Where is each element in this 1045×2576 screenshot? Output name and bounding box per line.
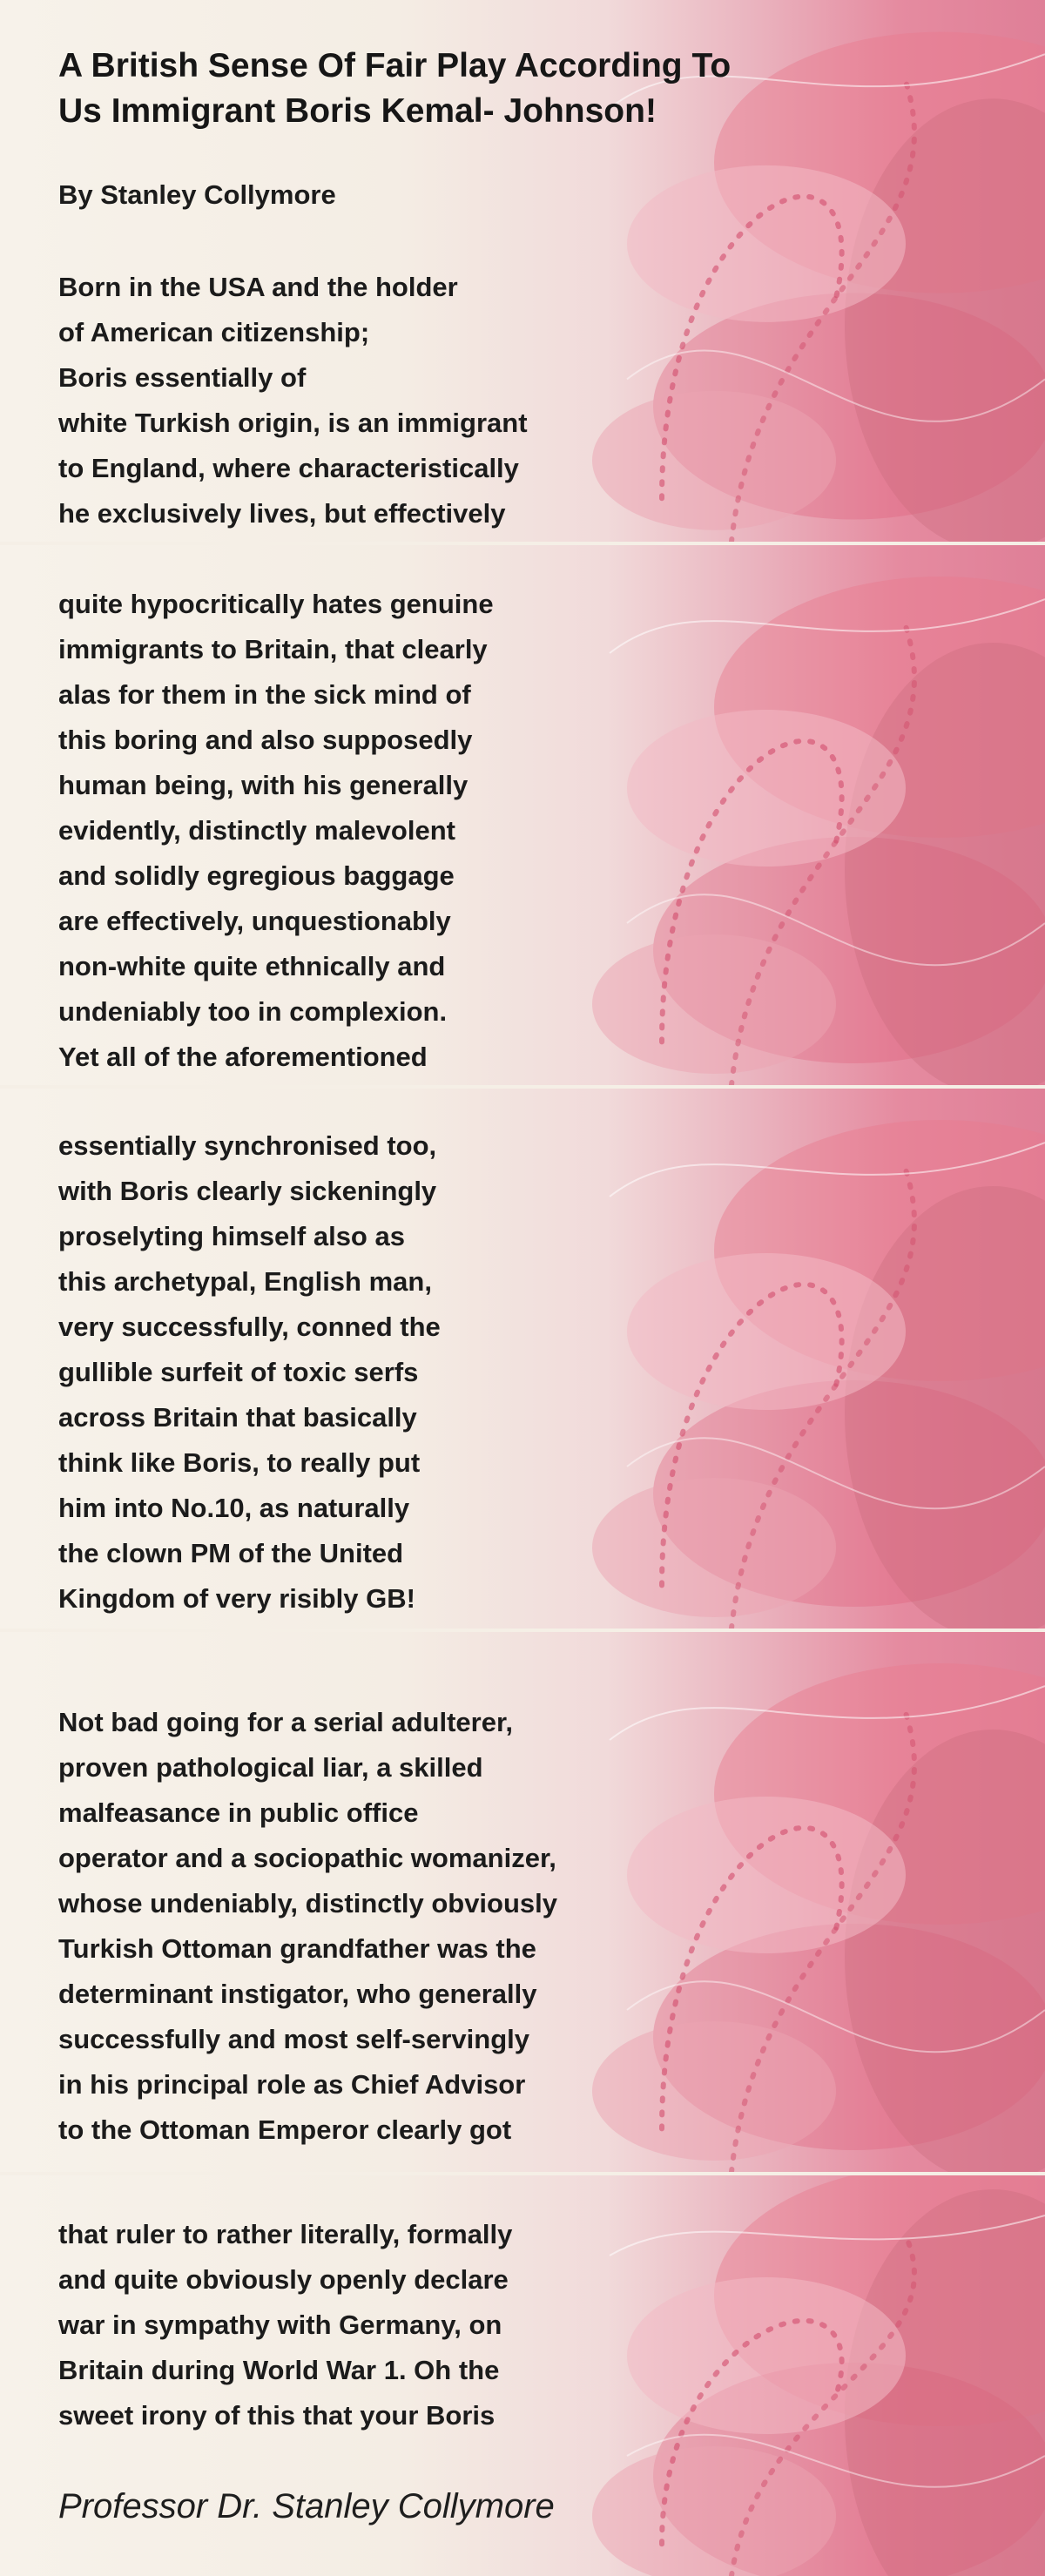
poem-line: Britain during World War 1. Oh the [58, 2355, 500, 2385]
poem-line: proselyting himself also as [58, 1221, 405, 1251]
stanza [58, 1700, 557, 2153]
title-line: Us Immigrant Boris Kemal- Johnson! [58, 92, 657, 130]
poem-line: Kingdom of very risibly GB! [58, 1583, 415, 1614]
poem-line: the clown PM of the United [58, 1538, 404, 1568]
stanza [58, 265, 528, 536]
poem-line: this boring and also supposedly [58, 725, 473, 755]
poem-line: of American citizenship; [58, 317, 370, 347]
poem-line: gullible surfeit of toxic serfs [58, 1357, 419, 1387]
poem-line: Not bad going for a serial adulterer, [58, 1707, 513, 1737]
poem-line: Yet all of the aforementioned [58, 1042, 428, 1072]
poem-line: white Turkish origin, is an immigrant [58, 408, 528, 438]
poem-line: and solidly egregious baggage [58, 860, 455, 891]
poem-line: evidently, distinctly malevolent [58, 815, 455, 846]
author-byline: By Stanley Collymore [58, 179, 336, 210]
poem-line: immigrants to Britain, that clearly [58, 634, 488, 664]
poem-line: he exclusively lives, but effectively [58, 498, 506, 529]
poem-line: that ruler to rather literally, formally [58, 2219, 513, 2249]
title-line: A British Sense Of Fair Play According To [58, 47, 732, 84]
poem-line: across Britain that basically [58, 1402, 417, 1433]
poem-line: human being, with his generally [58, 770, 469, 800]
poem-line: successfully and most self-servingly [58, 2024, 529, 2054]
poem-line: determinant instigator, who generally [58, 1979, 537, 2009]
poem-line: are effectively, unquestionably [58, 906, 451, 936]
poem-line: to the Ottoman Emperor clearly got [58, 2114, 512, 2145]
poem-line: sweet irony of this that your Boris [58, 2400, 496, 2431]
poem-line: to England, where characteristically [58, 453, 519, 483]
poem-line: malfeasance in public office [58, 1797, 419, 1828]
poem-line: very successfully, conned the [58, 1312, 441, 1342]
poem-line: him into No.10, as naturally [58, 1493, 410, 1523]
author-signature: Professor Dr. Stanley Collymore [58, 2487, 555, 2525]
poem-line: essentially synchronised too, [58, 1130, 437, 1161]
poem-line: Boris essentially of [58, 362, 307, 393]
poem-line: this archetypal, English man, [58, 1266, 432, 1297]
poem-line: whose undeniably, distinctly obviously [58, 1888, 558, 1919]
stanza [58, 2212, 512, 2438]
poem-line: Turkish Ottoman grandfather was the [58, 1933, 536, 1964]
poem-line: and quite obviously openly declare [58, 2264, 509, 2295]
poem-line: non-white quite ethnically and [58, 951, 446, 981]
poem-line: with Boris clearly sickeningly [58, 1176, 437, 1206]
poem-line: operator and a sociopathic womanizer, [58, 1843, 556, 1873]
poem-line: think like Boris, to really put [58, 1447, 421, 1478]
poem-line: war in sympathy with Germany, on [58, 2310, 502, 2340]
poem-line: proven pathological liar, a skilled [58, 1752, 483, 1783]
stanza [58, 582, 494, 1080]
poem-line: quite hypocritically hates genuine [58, 589, 494, 619]
poem-line: in his principal role as Chief Advisor [58, 2069, 526, 2100]
poem-line: undeniably too in complexion. [58, 996, 448, 1027]
stanza [58, 1123, 441, 1622]
poem-line: alas for them in the sick mind of [58, 679, 471, 710]
poem-line: Born in the USA and the holder [58, 272, 458, 302]
poem-title [58, 44, 731, 134]
